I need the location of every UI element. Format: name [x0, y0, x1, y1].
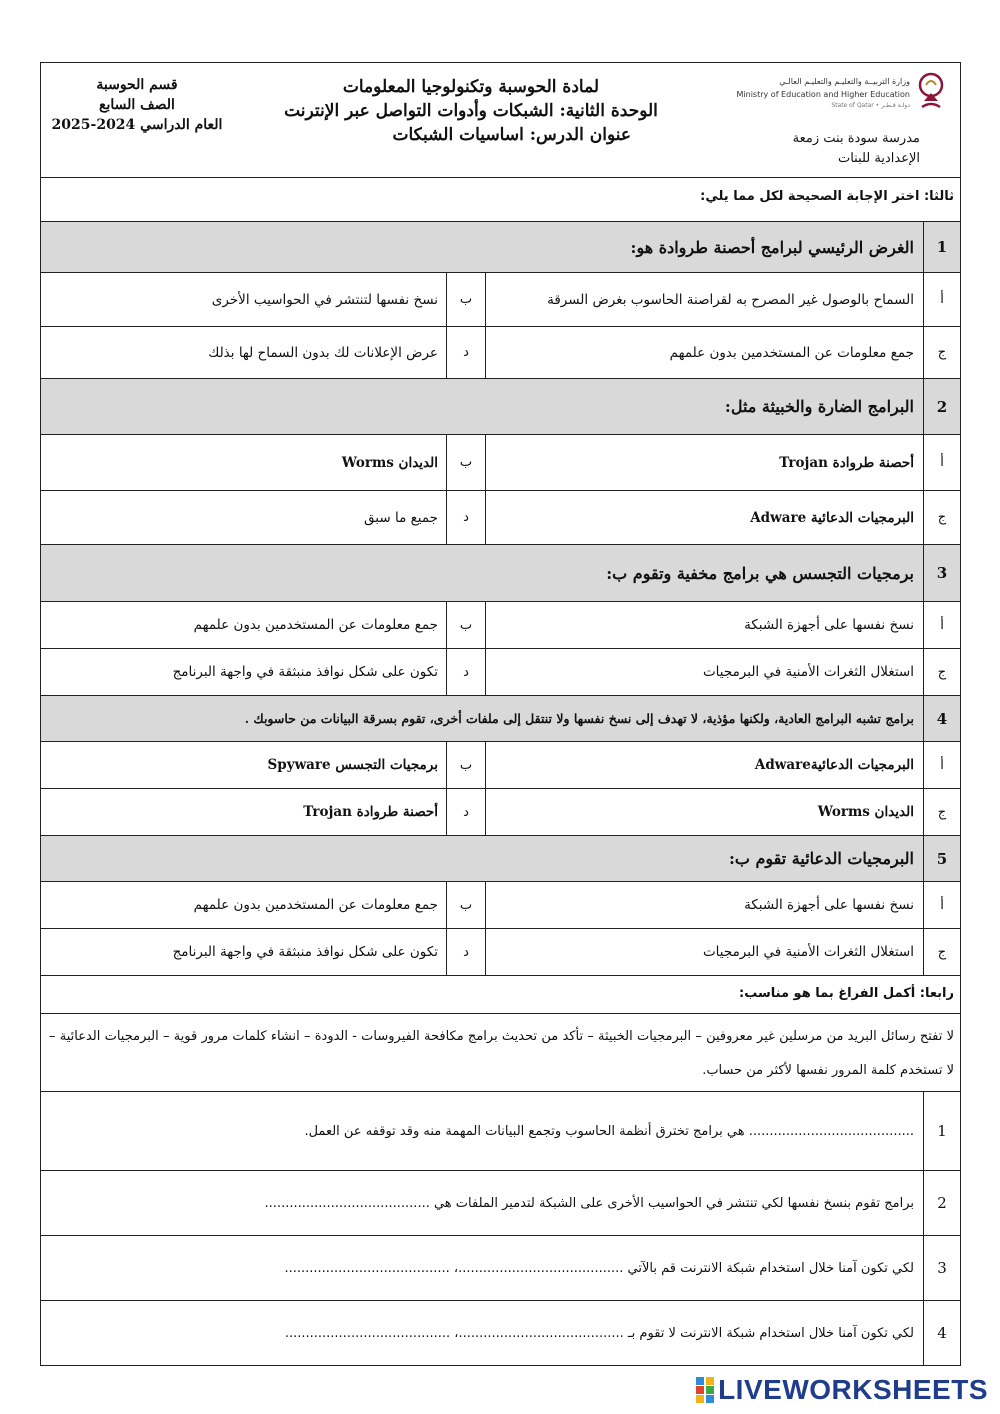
question-text: البرامج الضارة والخبيثة مثل:	[724, 397, 914, 416]
option-c[interactable]: البرمجيات الدعائية Adware	[750, 509, 914, 526]
fill-number: 3	[923, 1236, 960, 1300]
mcq-section-title: ثالثا: اختر الإجابة الصحيحة لكل مما يلي:	[41, 177, 960, 222]
option-letter: أ	[923, 742, 960, 788]
qatar-emblem-icon	[916, 71, 946, 113]
year-line: العام الدراسي 2024-2025	[51, 117, 223, 133]
option-letter: ب	[446, 602, 486, 648]
question-number: 5	[923, 836, 960, 881]
option-row	[41, 491, 960, 545]
option-letter: ج	[923, 491, 960, 544]
question-row	[41, 696, 960, 742]
option-letter: ب	[446, 273, 486, 326]
option-a[interactable]: نسخ نفسها على أجهزة الشبكة	[744, 617, 914, 633]
option-letter: ج	[923, 789, 960, 835]
option-row	[41, 929, 960, 976]
option-d[interactable]: تكون على شكل نوافذ منبثقة في واجهة البرنامج	[172, 944, 438, 960]
option-c[interactable]: استغلال الثغرات الأمنية في البرمجيات	[702, 944, 914, 960]
option-b[interactable]: الديدان Worms	[341, 454, 438, 471]
option-row	[41, 742, 960, 789]
option-letter: د	[446, 649, 486, 695]
option-letter: ج	[923, 327, 960, 378]
option-row	[41, 649, 960, 696]
option-letter: ب	[446, 742, 486, 788]
option-letter: ج	[923, 929, 960, 975]
option-row	[41, 602, 960, 649]
question-text: الغرض الرئيسي لبرامج أحصنة طروادة هو:	[630, 237, 914, 257]
option-row	[41, 435, 960, 491]
option-letter: ج	[923, 649, 960, 695]
ministry-name-ar: وزارة التربيــة والتعليـم والتعليـم العالـي	[779, 77, 910, 86]
fill-row	[41, 1236, 960, 1301]
option-letter: ب	[446, 435, 486, 490]
question-number: 1	[923, 222, 960, 272]
department-line: قسم الحوسبة	[96, 77, 178, 93]
brand-name: LIVEWORKSHEETS	[718, 1374, 988, 1405]
fill-row	[41, 1171, 960, 1236]
option-a[interactable]: البرمجيات الدعائيةAdware	[754, 757, 914, 773]
fill-blank-sentence[interactable]: برامج تقوم بنسخ نفسها لكي تنتشر في الحواسيب الأخرى على الشبكة لتدمير الملفات هي ........................................	[264, 1195, 914, 1211]
grade-line: الصف السابع	[99, 97, 175, 113]
question-text: برمجيات التجسس هي برامج مخفية وتقوم ب:	[606, 563, 914, 583]
word-bank: لا تفتح رسائل البريد من مرسلين غير معروفين – البرمجيات الخبيثة – تأكد من تحديث برامج مكافحة الفيروسات - الدودة – انشاء كلمات مرور قوية – البرمجيات الدعائية – لا تستخدم كلمة المرور نفسها لأكثر من حساب.	[41, 1014, 960, 1092]
option-b[interactable]: نسخ نفسها لتنتشر في الحواسيب الأخرى	[211, 291, 438, 308]
state-name: State of Qatar • دولـة قـطـر	[831, 102, 910, 109]
school-line-1: مدرسة سودة بنت زمعة	[792, 131, 920, 146]
school-name	[793, 129, 920, 169]
fill-section-title: رابعا: أكمل الفراغ بما هو مناسب:	[41, 976, 960, 1014]
header	[41, 63, 960, 178]
question-number: 3	[923, 545, 960, 601]
option-row	[41, 789, 960, 836]
question-number: 2	[923, 379, 960, 434]
fill-row	[41, 1301, 960, 1365]
option-letter: ب	[446, 882, 486, 928]
option-d[interactable]: عرض الإعلانات لك بدون السماح لها بذلك	[208, 344, 438, 361]
title-block	[241, 75, 701, 147]
department-info	[37, 75, 237, 135]
option-d[interactable]: أحصنة طروادة Trojan	[303, 804, 438, 820]
fill-blank-sentence[interactable]: لكي تكون آمنا خلال استخدام شبكة الانترنت لا تقوم بـ ........................................، ........................................	[284, 1325, 914, 1341]
option-c[interactable]: جمع معلومات عن المستخدمين بدون علمهم	[669, 344, 914, 361]
fill-blank-sentence[interactable]: ........................................ هي برامج تخترق أنظمة الحاسوب وتجمع البيانات المهمة منه وقد توقفه عن العمل.	[304, 1123, 914, 1139]
lesson-title: عنوان الدرس: اساسيات الشبكات	[392, 125, 631, 145]
option-letter: د	[446, 789, 486, 835]
option-c[interactable]: استغلال الثغرات الأمنية في البرمجيات	[702, 664, 914, 680]
option-letter: أ	[923, 882, 960, 928]
option-letter: أ	[923, 602, 960, 648]
liveworksheets-icon	[696, 1377, 714, 1403]
question-row	[41, 222, 960, 273]
option-b[interactable]: جمع معلومات عن المستخدمين بدون علمهم	[193, 617, 438, 633]
fill-number: 1	[923, 1092, 960, 1170]
worksheet	[40, 62, 961, 1366]
fill-number: 4	[923, 1301, 960, 1365]
ministry-name-en: Ministry of Education and Higher Education	[736, 90, 910, 99]
fill-row	[41, 1092, 960, 1171]
question-text: برامج تشبه البرامج العادية، ولكنها مؤذية، لا تهدف إلى نسخ نفسها ولا تنتقل إلى ملفات أخرى، تقوم بسرقة البيانات من حاسوبك .	[244, 711, 914, 726]
question-row	[41, 836, 960, 882]
question-text: البرمجيات الدعائية تقوم ب:	[728, 849, 914, 868]
subject-title: لمادة الحوسبة وتكنولوجيا المعلومات	[342, 77, 600, 97]
option-a[interactable]: نسخ نفسها على أجهزة الشبكة	[744, 897, 914, 913]
unit-title: الوحدة الثانية: الشبكات وأدوات التواصل عبر الإنترنت	[284, 101, 658, 121]
question-row	[41, 379, 960, 435]
option-d[interactable]: جميع ما سبق	[364, 509, 438, 526]
option-d[interactable]: تكون على شكل نوافذ منبثقة في واجهة البرنامج	[172, 664, 438, 680]
option-row	[41, 327, 960, 379]
option-letter: د	[446, 327, 486, 378]
question-number: 4	[923, 696, 960, 741]
option-row	[41, 273, 960, 327]
question-row	[41, 545, 960, 602]
school-line-2: الإعدادية للبنات	[837, 151, 920, 166]
option-letter: أ	[923, 435, 960, 490]
option-row	[41, 882, 960, 929]
option-letter: أ	[923, 273, 960, 326]
fill-blank-sentence[interactable]: لكي تكون آمنا خلال استخدام شبكة الانترنت قم بالآتي ........................................، ........................................	[284, 1260, 914, 1276]
option-letter: د	[446, 929, 486, 975]
option-b[interactable]: برمجيات التجسس Spyware	[267, 757, 438, 773]
option-b[interactable]: جمع معلومات عن المستخدمين بدون علمهم	[193, 897, 438, 913]
option-a[interactable]: أحصنة طروادة Trojan	[779, 454, 914, 471]
option-letter: د	[446, 491, 486, 544]
option-a[interactable]: السماح بالوصول غير المصرح به لقراصنة الحاسوب بغرض السرقة	[547, 291, 914, 308]
fill-number: 2	[923, 1171, 960, 1235]
liveworksheets-logo	[696, 1374, 988, 1406]
option-c[interactable]: الديدان Worms	[817, 804, 914, 820]
